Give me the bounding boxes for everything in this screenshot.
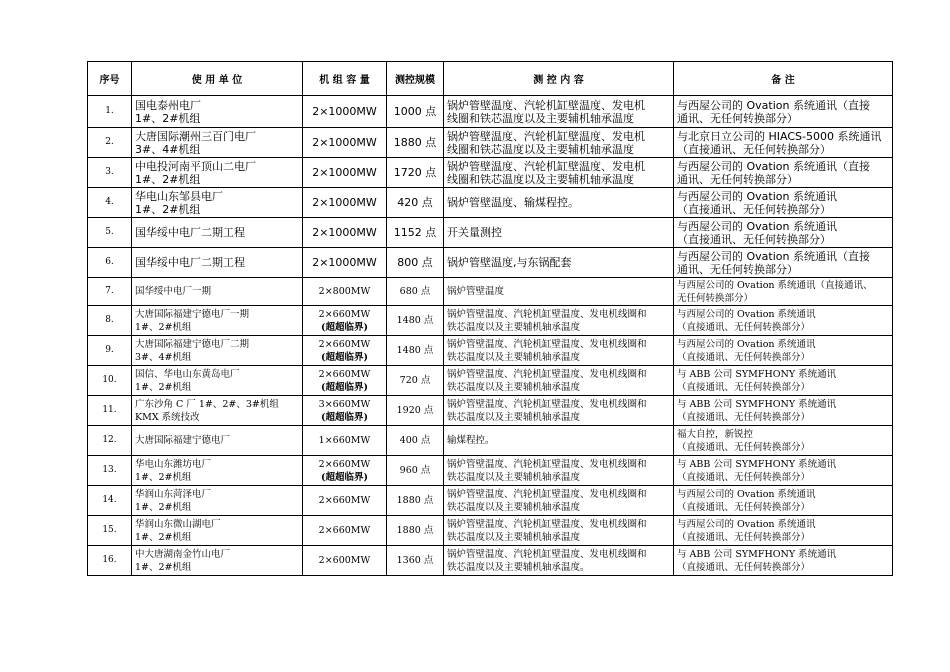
cell-capacity (303, 546, 387, 576)
cell-seq (88, 486, 132, 516)
user-units: 1#、2#机组 (135, 172, 201, 186)
cell-seq (88, 546, 132, 576)
cell-content (444, 486, 674, 516)
remark-line: 与西屋公司的 Ovation 系统通讯 (677, 488, 816, 500)
scale-value: 420 点 (397, 196, 433, 209)
cell-seq (88, 248, 132, 278)
remark-line: 福大自控，新锐控 (677, 428, 754, 440)
user-name: 华电山东邹县电厂 (135, 189, 223, 203)
cell-content (444, 248, 674, 278)
cell-content (444, 128, 674, 158)
table-row (88, 486, 893, 516)
cell-content (444, 278, 674, 306)
capacity-note: (超超临界) (321, 411, 368, 423)
content-line: 铁芯温度以及主要辅机轴承温度 (447, 321, 581, 333)
cell-capacity (303, 516, 387, 546)
scale-value: 1480 点 (396, 315, 434, 326)
cell-user (132, 546, 303, 576)
capacity-note: (超超临界) (321, 381, 368, 393)
content-line: 线圈和铁芯温度以及主要辅机轴承温度 (447, 111, 634, 125)
table-body (88, 96, 893, 576)
remark-line: （直接通讯、无任何转换部分） (677, 561, 811, 573)
table-row (88, 516, 893, 546)
cell-seq (88, 278, 132, 306)
capacity-value: 2×660MW (318, 495, 371, 506)
cell-seq (88, 426, 132, 456)
remark-line: 与 ABB 公司 SYMFHONY 系统通讯 (677, 548, 837, 560)
user-units: 1#、2#机组 (135, 561, 192, 573)
scale-value: 1480 点 (396, 345, 434, 356)
capacity-value: 2×1000MW (312, 256, 377, 269)
cell-user (132, 456, 303, 486)
seq-text: 1. (105, 106, 114, 116)
remark-line: 通讯、无任何转换部分） (677, 172, 798, 186)
cell-content (444, 218, 674, 248)
remark-line: （直接通讯、无任何转换部分） (677, 202, 831, 216)
cell-remark (674, 426, 893, 456)
cell-user (132, 366, 303, 396)
content-line: 锅炉管壁温度、汽轮机缸壁温度、发电机线圈和 (447, 398, 647, 410)
scale-value: 1920 点 (396, 405, 434, 416)
user-name: 中大唐湖南金竹山电厂 (135, 548, 231, 560)
cell-capacity (303, 158, 387, 188)
user-units: 1#、2#机组 (135, 501, 192, 513)
capacity-value: 3×660MW (318, 398, 371, 410)
seq-text: 7. (105, 286, 114, 296)
user-name: 中电投河南平顶山二电厂 (135, 159, 256, 173)
cell-remark (674, 188, 893, 218)
user-units: 1#、2#机组 (135, 381, 192, 393)
capacity-value: 2×800MW (318, 286, 371, 297)
remark-line: 与西屋公司的 Ovation 系统通讯（直接 (677, 249, 870, 263)
cell-remark (674, 306, 893, 336)
cell-user (132, 336, 303, 366)
cell-seq (88, 516, 132, 546)
seq-text: 2. (105, 137, 114, 147)
cell-seq (88, 218, 132, 248)
cell-remark (674, 96, 893, 128)
cell-content (444, 426, 674, 456)
content-line: 线圈和铁芯温度以及主要辅机轴承温度 (447, 142, 634, 156)
cell-seq (88, 188, 132, 218)
content-line: 铁芯温度以及主要辅机轴承温度 (447, 471, 581, 483)
cell-user (132, 306, 303, 336)
user-name: 大唐国际福建宁德电厂 (135, 435, 231, 446)
cell-seq (88, 128, 132, 158)
seq-text: 10. (102, 375, 117, 385)
cell-content (444, 96, 674, 128)
capacity-value: 2×1000MW (312, 196, 377, 209)
cell-capacity (303, 218, 387, 248)
user-units: 3#、4#机组 (135, 351, 192, 363)
cell-capacity (303, 396, 387, 426)
capacity-value: 2×1000MW (312, 166, 377, 179)
cell-capacity (303, 248, 387, 278)
remark-line: （直接通讯、无任何转换部分） (677, 441, 811, 453)
user-units: 3#、4#机组 (135, 142, 201, 156)
cell-scale (387, 188, 444, 218)
capacity-value: 2×1000MW (312, 226, 377, 239)
cell-scale (387, 278, 444, 306)
remark-line: 与 ABB 公司 SYMFHONY 系统通讯 (677, 368, 837, 380)
cell-scale (387, 516, 444, 546)
remark-line: 通讯、无任何转换部分） (677, 111, 798, 125)
seq-text: 8. (105, 315, 114, 325)
seq-text: 14. (102, 495, 117, 505)
remark-line: 通讯、无任何转换部分） (677, 262, 798, 276)
cell-scale (387, 336, 444, 366)
scale-value: 1360 点 (396, 555, 434, 566)
cell-remark (674, 336, 893, 366)
cell-scale (387, 158, 444, 188)
cell-scale (387, 128, 444, 158)
cell-capacity (303, 278, 387, 306)
table-header-row (88, 62, 893, 96)
content-line: 锅炉管壁温度、汽轮机缸壁温度、发电机 (447, 129, 645, 143)
cell-remark (674, 486, 893, 516)
table-row (88, 158, 893, 188)
project-reference-table (87, 61, 893, 576)
user-name: 华润山东菏泽电厂 (135, 488, 212, 500)
content-line: 锅炉管壁温度、汽轮机缸壁温度、发电机 (447, 98, 645, 112)
content-line: 锅炉管壁温度、汽轮机缸壁温度、发电机线圈和 (447, 458, 647, 470)
capacity-value: 2×600MW (318, 555, 371, 566)
user-units: 1#、2#机组 (135, 531, 192, 543)
table-row (88, 188, 893, 218)
table-row (88, 336, 893, 366)
capacity-value: 2×660MW (318, 525, 371, 536)
cell-seq (88, 456, 132, 486)
content-line: 线圈和铁芯温度以及主要辅机轴承温度 (447, 172, 634, 186)
remark-line: 与北京日立公司的 HIACS-5000 系统通讯 (677, 129, 882, 143)
cell-seq (88, 96, 132, 128)
cell-content (444, 336, 674, 366)
cell-remark (674, 456, 893, 486)
seq-text: 13. (102, 465, 117, 475)
cell-scale (387, 546, 444, 576)
header-capacity: 机 组 容 量 (303, 62, 387, 96)
cell-scale (387, 426, 444, 456)
cell-capacity (303, 336, 387, 366)
cell-seq (88, 366, 132, 396)
table-row (88, 128, 893, 158)
scale-value: 680 点 (399, 286, 431, 297)
cell-scale (387, 396, 444, 426)
content-line: 铁芯温度以及主要辅机轴承温度 (447, 411, 581, 423)
remark-line: （直接通讯、无任何转换部分） (677, 351, 811, 363)
remark-line: 与西屋公司的 Ovation 系统通讯（直接 (677, 159, 870, 173)
remark-line: 与西屋公司的 Ovation 系统通讯 (677, 219, 837, 233)
seq-text: 6. (105, 257, 114, 267)
cell-capacity (303, 96, 387, 128)
cell-scale (387, 366, 444, 396)
remark-line: 与 ABB 公司 SYMFHONY 系统通讯 (677, 398, 837, 410)
cell-user (132, 188, 303, 218)
header-user: 使 用 单 位 (132, 62, 303, 96)
scale-value: 1720 点 (393, 166, 437, 179)
cell-capacity (303, 426, 387, 456)
content-line: 铁芯温度以及主要辅机轴承温度 (447, 501, 581, 513)
seq-text: 15. (102, 525, 117, 535)
scale-value: 960 点 (399, 465, 431, 476)
cell-content (444, 456, 674, 486)
cell-user (132, 396, 303, 426)
user-name: 国华绥中电厂一期 (135, 286, 212, 297)
remark-line: 与西屋公司的 Ovation 系统通讯 (677, 518, 816, 530)
content-line: 锅炉管壁温度、汽轮机缸壁温度、发电机线圈和 (447, 338, 647, 350)
scale-value: 400 点 (399, 435, 431, 446)
cell-capacity (303, 456, 387, 486)
cell-scale (387, 456, 444, 486)
content-line: 铁芯温度以及主要辅机轴承温度 (447, 531, 581, 543)
cell-user (132, 516, 303, 546)
cell-capacity (303, 128, 387, 158)
user-units: KMX 系统技改 (135, 411, 200, 423)
remark-line: （直接通讯、无任何转换部分） (677, 321, 811, 333)
cell-user (132, 96, 303, 128)
user-name: 华电山东潍坊电厂 (135, 458, 212, 470)
content-line: 开关量测控 (447, 226, 502, 239)
cell-scale (387, 306, 444, 336)
cell-content (444, 158, 674, 188)
user-units: 1#、2#机组 (135, 111, 201, 125)
cell-content (444, 306, 674, 336)
table-row (88, 218, 893, 248)
cell-remark (674, 396, 893, 426)
cell-scale (387, 248, 444, 278)
header-remark: 备 注 (674, 62, 893, 96)
content-line: 锅炉管壁温度,与东锅配套 (447, 256, 572, 269)
capacity-value: 2×660MW (318, 458, 371, 470)
cell-remark (674, 158, 893, 188)
cell-capacity (303, 188, 387, 218)
content-line: 铁芯温度以及主要辅机轴承温度 (447, 351, 581, 363)
remark-line: （直接通讯、无任何转换部分） (677, 471, 811, 483)
cell-content (444, 516, 674, 546)
seq-text: 3. (105, 167, 114, 177)
user-name: 国华绥中电厂二期工程 (135, 226, 245, 239)
remark-line: 与 ABB 公司 SYMFHONY 系统通讯 (677, 458, 837, 470)
user-name: 广东沙角 C 厂 1#、2#、3#机组 (135, 398, 279, 410)
user-units: 1#、2#机组 (135, 321, 192, 333)
cell-remark (674, 366, 893, 396)
remark-line: 无任何转换部分） (677, 292, 754, 304)
seq-text: 11. (102, 405, 117, 415)
seq-text: 9. (105, 345, 114, 355)
remark-line: 与西屋公司的 Ovation 系统通讯 (677, 308, 816, 320)
cell-remark (674, 128, 893, 158)
cell-seq (88, 158, 132, 188)
content-line: 输煤程控。 (447, 435, 495, 446)
content-line: 锅炉管壁温度、汽轮机缸壁温度、发电机 (447, 159, 645, 173)
remark-line: 与西屋公司的 Ovation 系统通讯（直接 (677, 98, 870, 112)
table-row (88, 426, 893, 456)
cell-remark (674, 218, 893, 248)
cell-user (132, 278, 303, 306)
user-units: 1#、2#机组 (135, 471, 192, 483)
cell-remark (674, 516, 893, 546)
scale-value: 1152 点 (393, 226, 437, 239)
cell-seq (88, 396, 132, 426)
content-line: 锅炉管壁温度、汽轮机缸壁温度、发电机线圈和 (447, 548, 647, 560)
cell-capacity (303, 486, 387, 516)
seq-text: 4. (105, 197, 114, 207)
user-name: 大唐国际福建宁德电厂二期 (135, 338, 250, 350)
remark-line: （直接通讯、无任何转换部分） (677, 381, 811, 393)
cell-content (444, 546, 674, 576)
capacity-value: 2×1000MW (312, 136, 377, 149)
content-line: 锅炉管壁温度、输煤程控。 (447, 196, 579, 209)
cell-user (132, 218, 303, 248)
cell-content (444, 396, 674, 426)
document-page (87, 61, 893, 576)
seq-text: 12. (102, 435, 117, 445)
table-row (88, 96, 893, 128)
cell-content (444, 188, 674, 218)
cell-seq (88, 306, 132, 336)
capacity-value: 1×660MW (318, 435, 371, 446)
cell-user (132, 248, 303, 278)
content-line: 锅炉管壁温度 (447, 286, 505, 297)
cell-remark (674, 248, 893, 278)
cell-user (132, 158, 303, 188)
remark-line: （直接通讯、无任何转换部分） (677, 531, 811, 543)
user-name: 华润山东微山湖电厂 (135, 518, 221, 530)
seq-text: 5. (105, 227, 114, 237)
user-name: 国电泰州电厂 (135, 98, 201, 112)
user-name: 大唐国际福建宁德电厂一期 (135, 308, 250, 320)
user-name: 国华绥中电厂二期工程 (135, 256, 245, 269)
table-row (88, 456, 893, 486)
scale-value: 1880 点 (396, 495, 434, 506)
cell-remark (674, 278, 893, 306)
cell-scale (387, 96, 444, 128)
scale-value: 800 点 (397, 256, 433, 269)
table-row (88, 366, 893, 396)
remark-line: 与西屋公司的 Ovation 系统通讯 (677, 338, 816, 350)
table-row (88, 306, 893, 336)
content-line: 锅炉管壁温度、汽轮机缸壁温度、发电机线圈和 (447, 368, 647, 380)
table-row (88, 546, 893, 576)
capacity-value: 2×1000MW (312, 105, 377, 118)
seq-text: 16. (102, 555, 117, 565)
cell-scale (387, 486, 444, 516)
header-seq: 序号 (88, 62, 132, 96)
table-row (88, 248, 893, 278)
scale-value: 720 点 (399, 375, 431, 386)
table-row (88, 396, 893, 426)
remark-line: （直接通讯、无任何转换部分） (677, 411, 811, 423)
content-line: 铁芯温度以及主要辅机轴承温度。 (447, 561, 590, 573)
user-units: 1#、2#机组 (135, 202, 201, 216)
cell-remark (674, 546, 893, 576)
user-name: 国信、华电山东黄岛电厂 (135, 368, 240, 380)
capacity-note: (超超临界) (321, 351, 368, 363)
user-name: 大唐国际潮州三百门电厂 (135, 129, 256, 143)
cell-scale (387, 218, 444, 248)
remark-line: （直接通讯、无任何转换部分） (677, 142, 831, 156)
capacity-value: 2×660MW (318, 338, 371, 350)
capacity-note: (超超临界) (321, 471, 368, 483)
capacity-value: 2×660MW (318, 368, 371, 380)
capacity-note: (超超临界) (321, 321, 368, 333)
header-content: 测 控 内 容 (444, 62, 674, 96)
scale-value: 1880 点 (396, 525, 434, 536)
content-line: 锅炉管壁温度、汽轮机缸壁温度、发电机线圈和 (447, 518, 647, 530)
cell-user (132, 128, 303, 158)
scale-value: 1000 点 (393, 105, 437, 118)
cell-capacity (303, 366, 387, 396)
content-line: 锅炉管壁温度、汽轮机缸壁温度、发电机线圈和 (447, 488, 647, 500)
cell-content (444, 366, 674, 396)
header-scale: 测控规模 (387, 62, 444, 96)
remark-line: （直接通讯、无任何转换部分） (677, 501, 811, 513)
cell-capacity (303, 306, 387, 336)
capacity-value: 2×660MW (318, 308, 371, 320)
scale-value: 1880 点 (393, 136, 437, 149)
table-row (88, 278, 893, 306)
remark-line: （直接通讯、无任何转换部分） (677, 232, 831, 246)
cell-seq (88, 336, 132, 366)
content-line: 铁芯温度以及主要辅机轴承温度 (447, 381, 581, 393)
remark-line: 与西屋公司的 Ovation 系统通讯（直接通讯、 (677, 279, 873, 291)
cell-user (132, 426, 303, 456)
remark-line: 与西屋公司的 Ovation 系统通讯 (677, 189, 837, 203)
cell-user (132, 486, 303, 516)
content-line: 锅炉管壁温度、汽轮机缸壁温度、发电机线圈和 (447, 308, 647, 320)
